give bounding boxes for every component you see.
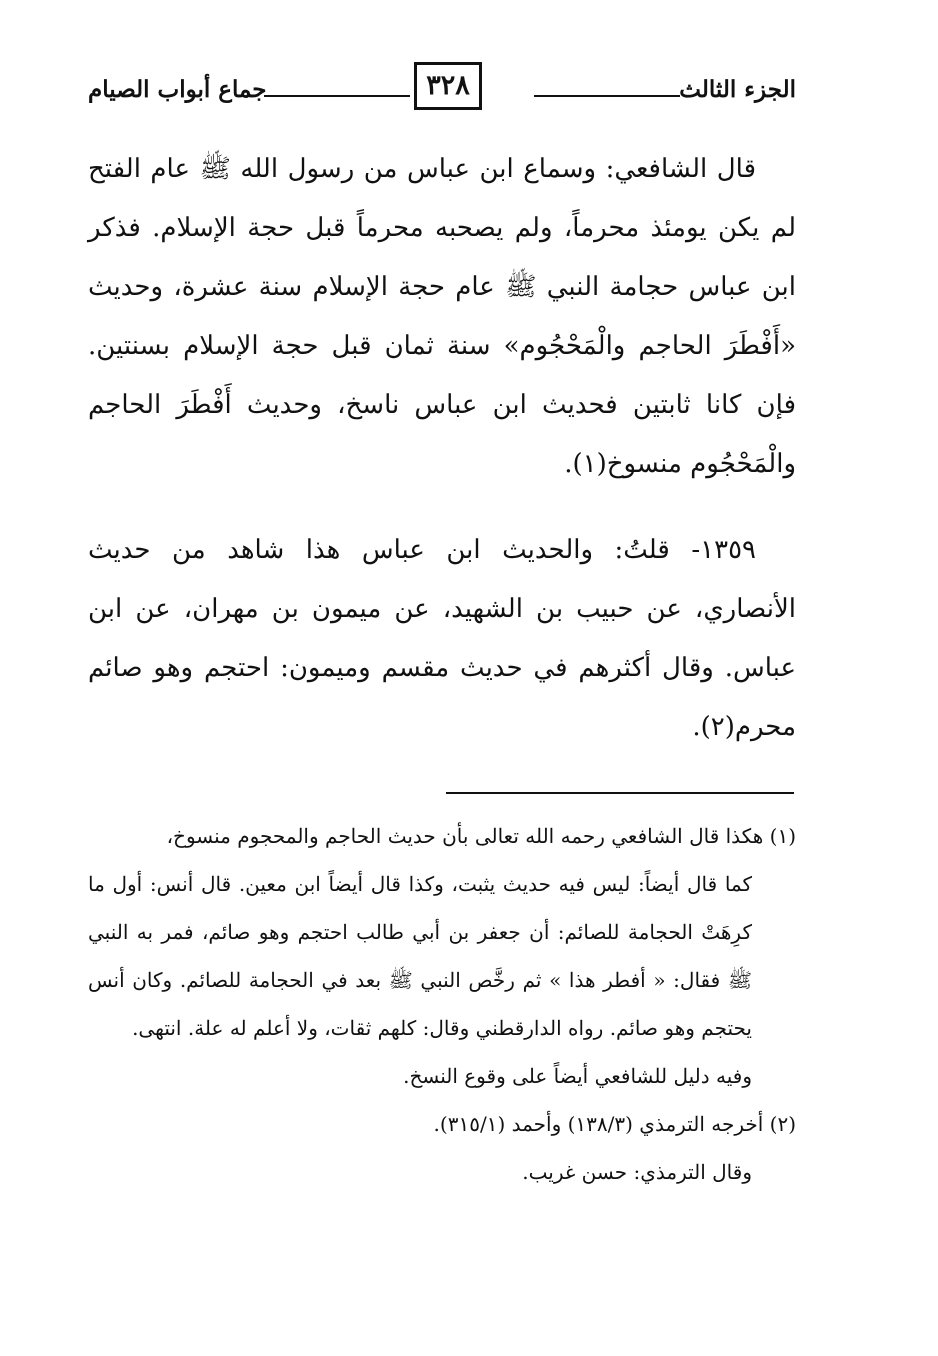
- footnote-2-line-2: وقال الترمذي: حسن غريب.: [522, 1160, 752, 1184]
- page-header: [88, 62, 796, 118]
- header-rule-right: [534, 95, 680, 97]
- part-title: الجزء الثالث: [679, 76, 796, 103]
- page-number: ٣٢٨: [414, 62, 482, 110]
- footnote-1-body: كما قال أيضاً: ليس فيه حديث يثبت، وكذا قال أيضاً ابن معين. قال أنس: أول ما كرِهَتْ الحجامة للصائم: أن جعفر بن أبي طالب احتجم وهو صائم، فمر به النبي ﷺ فقال: « أفطر هذا » ثم رخَّص النبي ﷺ بعد في الحجامة للصائم. وكان أنس يحتجم وهو صائم. رواه الدارقطني وقال: كلهم ثقات، ولا أعلم له علة. انتهى.: [88, 872, 752, 1040]
- footnote-separator: [446, 792, 794, 794]
- chapter-title: جماع أبواب الصيام: [88, 76, 267, 103]
- footnotes: [88, 812, 796, 1196]
- footnote-1-line-1: (١) هكذا قال الشافعي رحمه الله تعالى بأن حديث الحاجم والمحجوم منسوخ،: [166, 824, 796, 848]
- paragraph-1359: ١٣٥٩- قلتُ: والحديث ابن عباس هذا شاهد من حديث الأنصاري، عن حبيب بن الشهيد، عن ميمون بن مهران، عن ابن عباس. وقال أكثرهم في حديث مقسم وميمون: احتجم وهو صائم محرم(٢).: [88, 535, 796, 742]
- footnote-2-line-1: (٢) أخرجه الترمذي (١٣٨/٣) وأحمد (٣١٥/١).: [433, 1112, 796, 1136]
- paragraph-shafii: قال الشافعي: وسماع ابن عباس من رسول الله ﷺ عام الفتح لم يكن يومئذ محرماً، ولم يصحبه محرماً قبل حجة الإسلام. فذكر ابن عباس حجامة النبي ﷺ عام حجة الإسلام سنة عشرة، وحديث «أَفْطَرَ الحاجم والْمَحْجُوم» سنة ثمان قبل حجة الإسلام بسنتين. فإن كانا ثابتين فحديث ابن عباس ناسخ، وحديث أَفْطَرَ الحاجم والْمَحْجُوم منسوخ(١).: [88, 154, 796, 479]
- main-text: [88, 140, 796, 757]
- footnote-1-conclusion: وفيه دليل للشافعي أيضاً على وقوع النسخ.: [403, 1064, 752, 1088]
- header-rule-left: [264, 95, 410, 97]
